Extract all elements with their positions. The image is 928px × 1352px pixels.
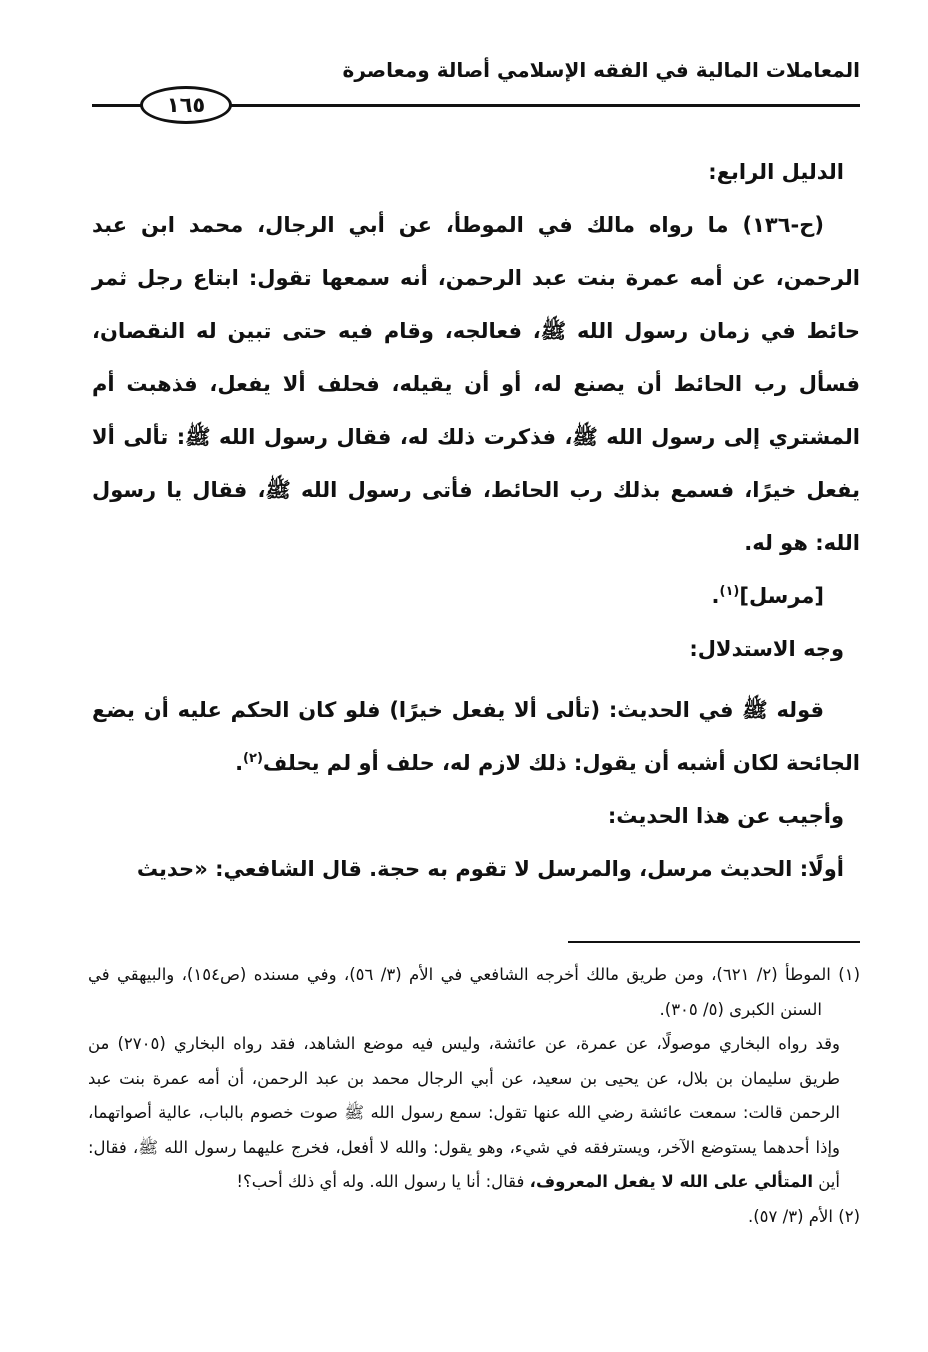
footnote-1-continuation <box>88 1027 860 1200</box>
main-text <box>92 146 860 896</box>
heading-inference: وجه الاستدلال: <box>689 637 844 661</box>
running-title: المعاملات المالية في الفقه الإسلامي أصالة ومعاصرة <box>342 58 860 82</box>
heading-evidence: الدليل الرابع: <box>708 160 844 184</box>
footnote-2-number: (٢) <box>838 1206 860 1226</box>
page-number-badge: ١٦٥ <box>140 86 232 124</box>
heading-response: وأجيب عن هذا الحديث: <box>607 804 844 828</box>
grade-label: [مرسل] <box>739 584 824 608</box>
footnote-1-continuation-text: وقد رواه البخاري موصولًا، عن عمرة، عن عائشة، وليس فيه موضع الشاهد، فقد رواه البخاري (٢٧٠٥) من طريق سليمان بن بلال، عن يحيى بن سعيد، عن أبي الرجال محمد بن عبد الرحمن، أن أمه عمرة بنت عبد الرحمن قالت: سمعت عائشة رضي الله عنها تقول: سمع رسول الله ﷺ صوت خصوم بالباب، عالية أصواتهما، وإذا أحدهما يستوضع الآخر، ويسترفقه في شيء، وهو يقول: والله لا أفعل، فخرج عليهما رسول الله ﷺ، فقال: أين <box>88 1034 840 1191</box>
footnote-1 <box>88 958 860 1027</box>
grade-end: . <box>711 584 720 608</box>
footnotes-section <box>88 958 860 1234</box>
footnote-1-bold-tail: المتألي على الله لا يفعل المعروف، <box>529 1172 813 1191</box>
inference-paragraph <box>92 684 860 790</box>
footnote-ref-2: (٢) <box>243 751 263 766</box>
footnote-1-final: فقال: أنا يا رسول الله. وله أي ذلك أحب؟! <box>236 1172 525 1191</box>
footnote-separator <box>568 941 860 943</box>
footnote-ref-1: (١) <box>719 584 740 599</box>
hadith-paragraph: (ح-١٣٦) ما رواه مالك في الموطأ، عن أبي الرجال، محمد ابن عبد الرحمن، عن أمه عمرة بنت عبد الرحمن، أنه سمعها تقول: ابتاع رجل ثمر حائط في زمان رسول الله ﷺ، فعالجه، وقام فيه حتى تبين له النقصان، فسأل رب الحائط أن يصنع له، أو أن يقيله، فحلف ألا يفعل، فذهبت أم المشتري إلى رسول الله ﷺ، فذكرت ذلك له، فقال رسول الله ﷺ: تألى ألا يفعل خيرًا، فسمع بذلك رب الحائط، فأتى رسول الله ﷺ، فقال يا رسول الله: هو له. <box>92 213 860 555</box>
response-first-text: الحديث مرسل، والمرسل لا تقوم به حجة. قال الشافعي: «حديث <box>136 857 793 881</box>
response-first <box>92 843 860 896</box>
footnote-1-number: (١) <box>838 965 861 984</box>
footnote-1-text: الموطأ (٢/ ٦٢١)، ومن طريق مالك أخرجه الشافعي في الأم (٣/ ٥٦)، وفي مسنده (ص١٥٤)، والبيهقي في السنن الكبرى (٥/ ٣٠٥). <box>88 965 831 1019</box>
footnote-2 <box>88 1200 860 1235</box>
footnote-2-text: الأم (٣/ ٥٧). <box>747 1206 833 1226</box>
response-first-label: أولًا: <box>799 857 844 881</box>
inference-end: . <box>235 751 244 775</box>
hadith-grade <box>92 570 860 623</box>
inference-text: قوله ﷺ في الحديث: (تألى ألا يفعل خيرًا) فلو كان الحكم عليه أن يضع الجائحة لكان أشبه أن يقول: ذلك لازم له، حلف أو لم يحلف <box>92 698 860 775</box>
